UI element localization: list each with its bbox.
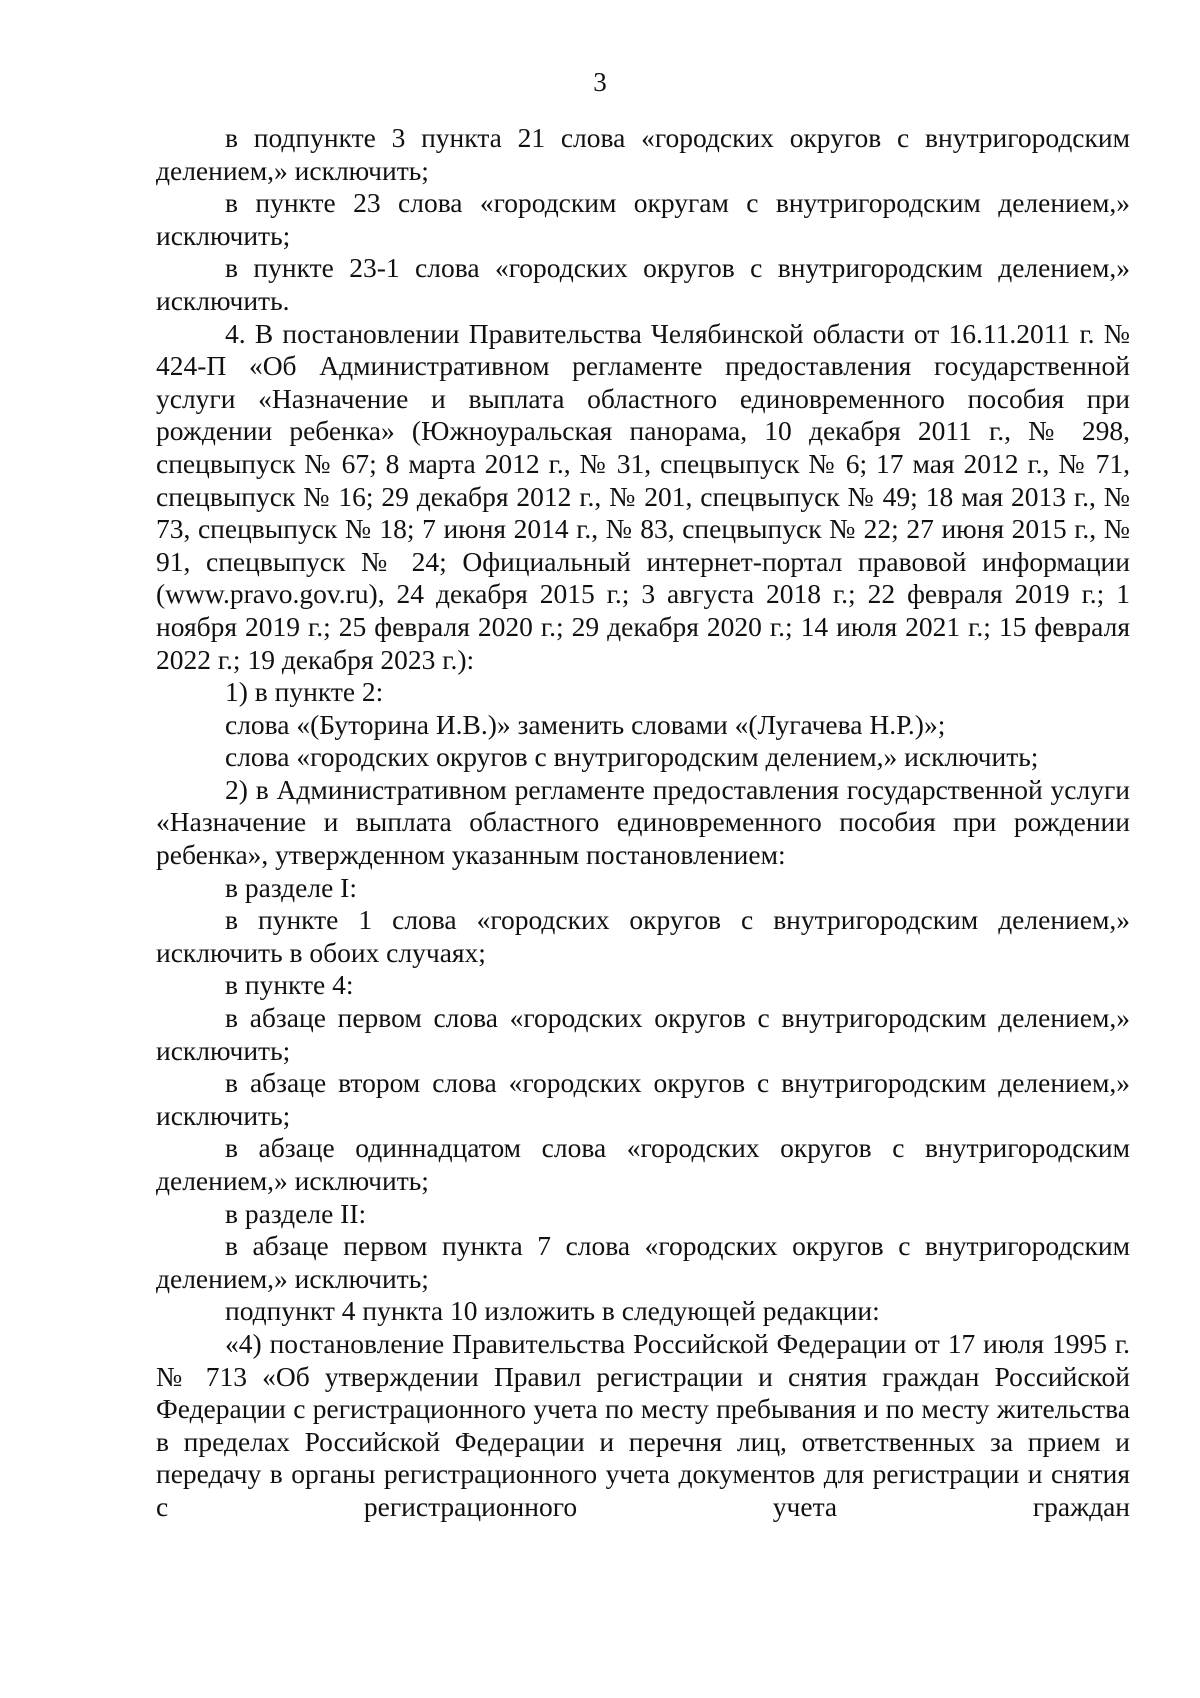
paragraph: подпункт 4 пункта 10 изложить в следующей редакции: bbox=[225, 1295, 880, 1327]
paragraph: «4) постановление Правительства Российской Федерации от 17 июля 1995 г. № 713 «Об утверждении Правил регистрации и снятия граждан Российской Федерации с регистрационного учета по месту пребывания и по месту жительства в пределах Российской Федерации и перечня лиц, ответственных за прием и передачу в органы регистрационного учета документов для регистрации и снятия с регистрационного учета граждан bbox=[156, 1327, 1130, 1522]
paragraph: в абзаце одиннадцатом слова «городских округов с внутригородским делением,» исключить; bbox=[156, 1132, 1130, 1196]
paragraph: в пункте 23 слова «городским округам с внутригородским делением,» исключить; bbox=[156, 187, 1130, 251]
paragraph: в абзаце втором слова «городских округов с внутригородским делением,» исключить; bbox=[156, 1067, 1130, 1131]
paragraph: 1) в пункте 2: bbox=[225, 676, 384, 708]
paragraph: 2) в Административном регламенте предоставления государственной услуги «Назначение и выплата областного единовременного пособия при рождении ребенка», утвержденном указанным постановлением: bbox=[156, 773, 1130, 871]
paragraph: слова «(Буторина И.В.)» заменить словами «(Лугачева Н.Р.)»; bbox=[225, 708, 946, 740]
paragraph: слова «городских округов с внутригородским делением,» исключить; bbox=[225, 741, 1039, 773]
paragraph: в подпункте 3 пункта 21 слова «городских округов с внутригородским делением,» исключить; bbox=[156, 122, 1130, 186]
paragraph: в абзаце первом слова «городских округов с внутригородским делением,» исключить; bbox=[156, 1002, 1130, 1066]
paragraph: 4. В постановлении Правительства Челябинской области от 16.11.2011 г. № 424-П «Об Административном регламенте предоставления государственной услуги «Назначение и выплата областного единовременного пособия при рождении ребенка» (Южноуральская панорама, 10 декабря 2011 г., № 298, спецвыпуск № 67; 8 марта 2012 г., № 31, спецвыпуск № 6; 17 мая 2012 г., № 71, спецвыпуск № 16; 29 декабря 2012 г., № 201, спецвыпуск № 49; 18 мая 2013 г., № 73, спецвыпуск № 18; 7 июня 2014 г., № 83, спецвыпуск № 22; 27 июня 2015 г., № 91, спецвыпуск № 24; Официальный интернет-портал правовой информации (www.pravo.gov.ru), 24 декабря 2015 г.; 3 августа 2018 г.; 22 февраля 2019 г.; 1 ноября 2019 г.; 25 февраля 2020 г.; 29 декабря 2020 г.; 14 июля 2021 г.; 15 февраля 2022 г.; 19 декабря 2023 г.): bbox=[156, 317, 1130, 675]
paragraph: в разделе II: bbox=[225, 1197, 367, 1229]
paragraph: в абзаце первом пункта 7 слова «городских округов с внутригородским делением,» исключить; bbox=[156, 1230, 1130, 1294]
paragraph: в пункте 4: bbox=[225, 969, 354, 1001]
paragraph: в разделе I: bbox=[225, 871, 357, 903]
paragraph: в пункте 23-1 слова «городских округов с внутригородским делением,» исключить. bbox=[156, 252, 1130, 316]
page-number: 3 bbox=[593, 67, 607, 97]
paragraph: в пункте 1 слова «городских округов с внутригородским делением,» исключить в обоих случаях; bbox=[156, 904, 1130, 968]
document-body bbox=[156, 122, 1130, 1524]
